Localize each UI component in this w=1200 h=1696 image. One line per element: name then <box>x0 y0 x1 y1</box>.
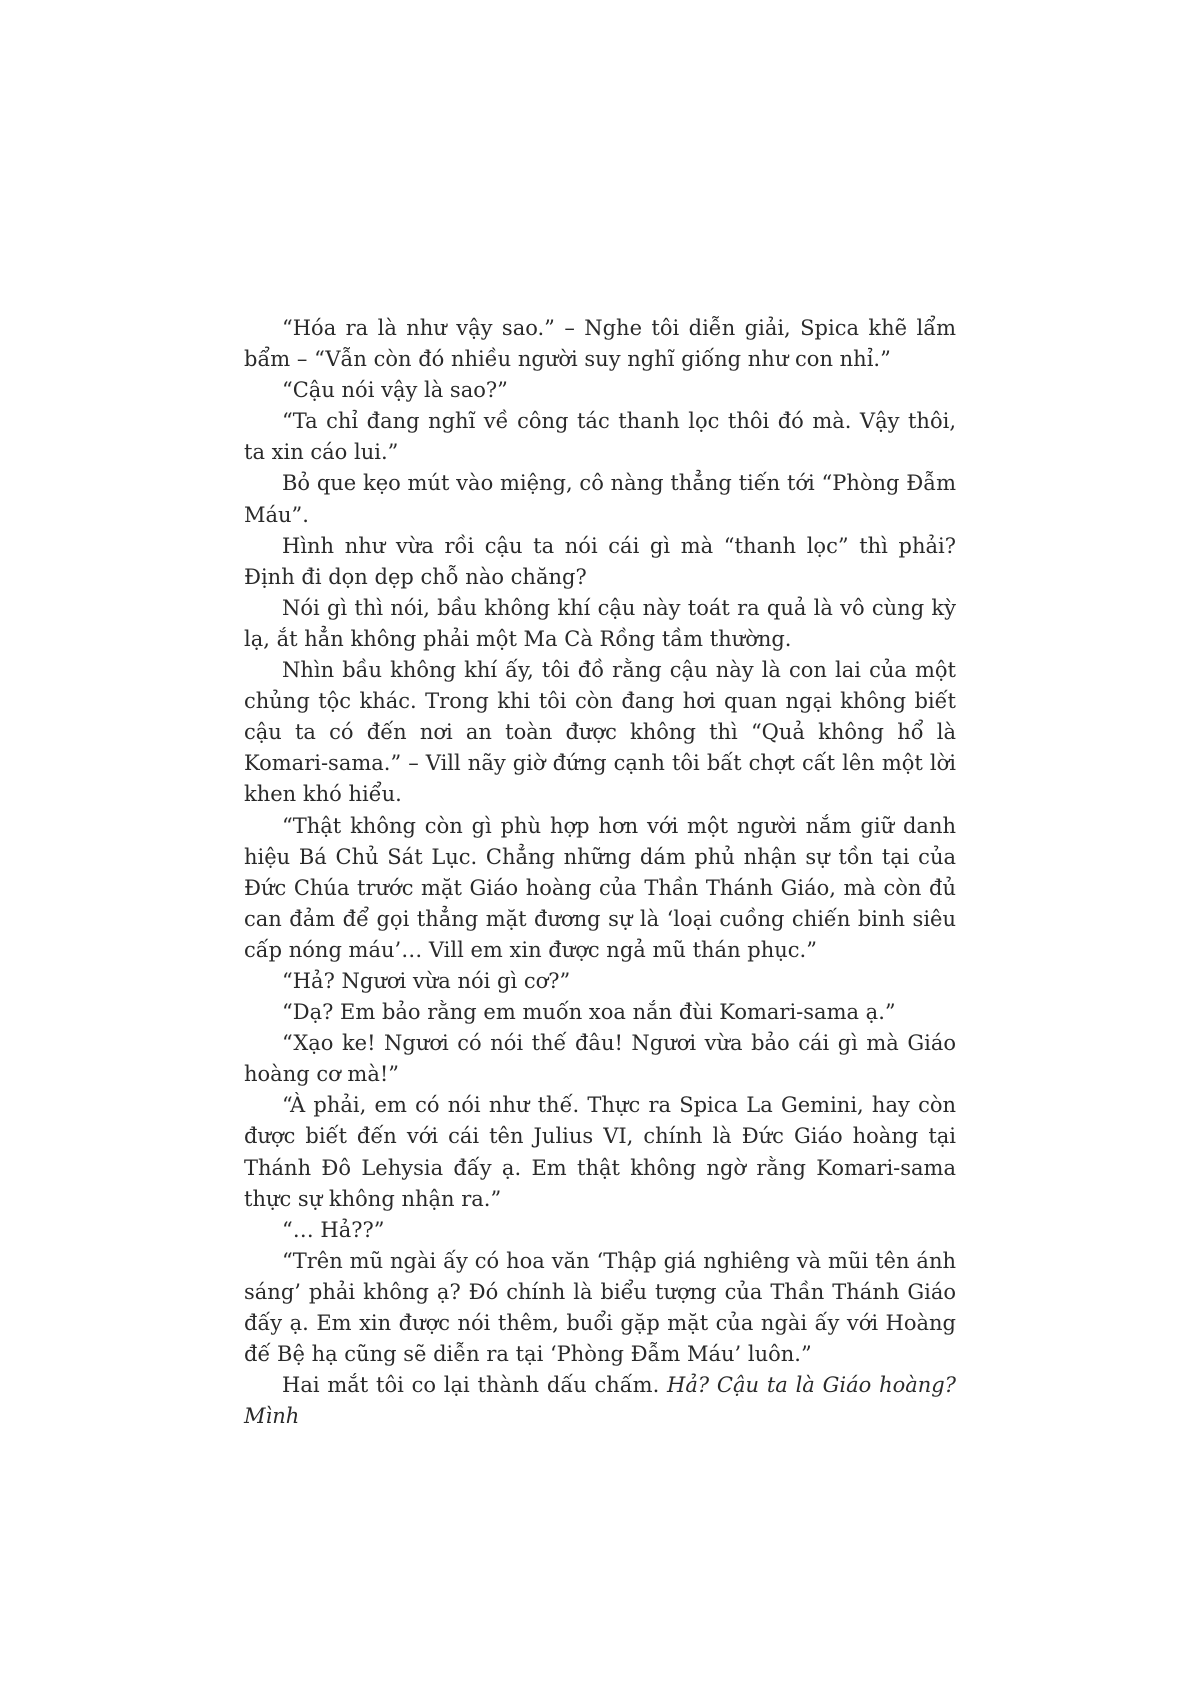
paragraph: Nhìn bầu không khí ấy, tôi đồ rằng cậu này là con lai của một chủng tộc khác. Trong khi tôi còn đang hơi quan ngại không biết cậu ta có đến nơi an toàn được không thì “Quả không hổ là Komari-sama.” – Vill nãy giờ đứng cạnh tôi bất chợt cất lên một lời khen khó hiểu. <box>244 658 956 807</box>
paragraph: “Trên mũ ngài ấy có hoa văn ‘Thập giá nghiêng và mũi tên ánh sáng’ phải không ạ? Đó chính là biểu tượng của Thần Thánh Giáo đấy ạ. Em xin được nói thêm, buổi gặp mặt của ngài ấy với Hoàng đế Bệ hạ cũng sẽ diễn ra tại ‘Phòng Đẫm Máu’ luôn.” <box>244 1248 956 1367</box>
paragraph: “À phải, em có nói như thế. Thực ra Spica La Gemini, hay còn được biết đến với cái tên Julius VI, chính là Đức Giáo hoàng tại Thánh Đô Lehysia đấy ạ. Em thật không ngờ rằng Komari-sama thực sự không nhận ra.” <box>244 1093 956 1211</box>
last-paragraph-italic: Hả? Cậu ta là Giáo hoàng? Mình <box>244 1373 956 1429</box>
last-paragraph <box>244 1370 956 1432</box>
last-paragraph-plain: Hai mắt tôi co lại thành dấu chấm. <box>282 1373 668 1398</box>
paragraph: “Xạo ke! Ngươi có nói thế đâu! Ngươi vừa bảo cái gì mà Giáo hoàng cơ mà!” <box>244 1031 956 1087</box>
paragraph: “… Hả??” <box>282 1217 385 1242</box>
paragraph: “Dạ? Em bảo rằng em muốn xoa nắn đùi Komari-sama ạ.” <box>282 1000 896 1025</box>
paragraph: Hình như vừa rồi cậu ta nói cái gì mà “thanh lọc” thì phải? Định đi dọn dẹp chỗ nào chăng? <box>244 533 956 589</box>
paragraph: Bỏ que kẹo mút vào miệng, cô nàng thẳng tiến tới “Phòng Đẫm Máu”. <box>244 471 956 527</box>
paragraph: “Hóa ra là như vậy sao.” – Nghe tôi diễn giải, Spica khẽ lẩm bẩm – “Vẫn còn đó nhiều người suy nghĩ giống như con nhỉ.” <box>244 316 956 372</box>
paragraph: Nói gì thì nói, bầu không khí cậu này toát ra quả là vô cùng kỳ lạ, ắt hẳn không phải một Ma Cà Rồng tầm thường. <box>244 595 956 651</box>
body-text <box>244 313 956 1432</box>
paragraph: “Hả? Ngươi vừa nói gì cơ?” <box>282 968 571 993</box>
paragraph: “Ta chỉ đang nghĩ về công tác thanh lọc thôi đó mà. Vậy thôi, ta xin cáo lui.” <box>244 409 956 465</box>
paragraph: “Cậu nói vậy là sao?” <box>282 378 508 403</box>
paragraph: “Thật không còn gì phù hợp hơn với một người nắm giữ danh hiệu Bá Chủ Sát Lục. Chẳng những dám phủ nhận sự tồn tại của Đức Chúa trước mặt Giáo hoàng của Thần Thánh Giáo, mà còn đủ can đảm để gọi thẳng mặt đương sự là ‘loại cuồng chiến binh siêu cấp nóng máu’… Vill em xin được ngả mũ thán phục.” <box>244 813 956 962</box>
